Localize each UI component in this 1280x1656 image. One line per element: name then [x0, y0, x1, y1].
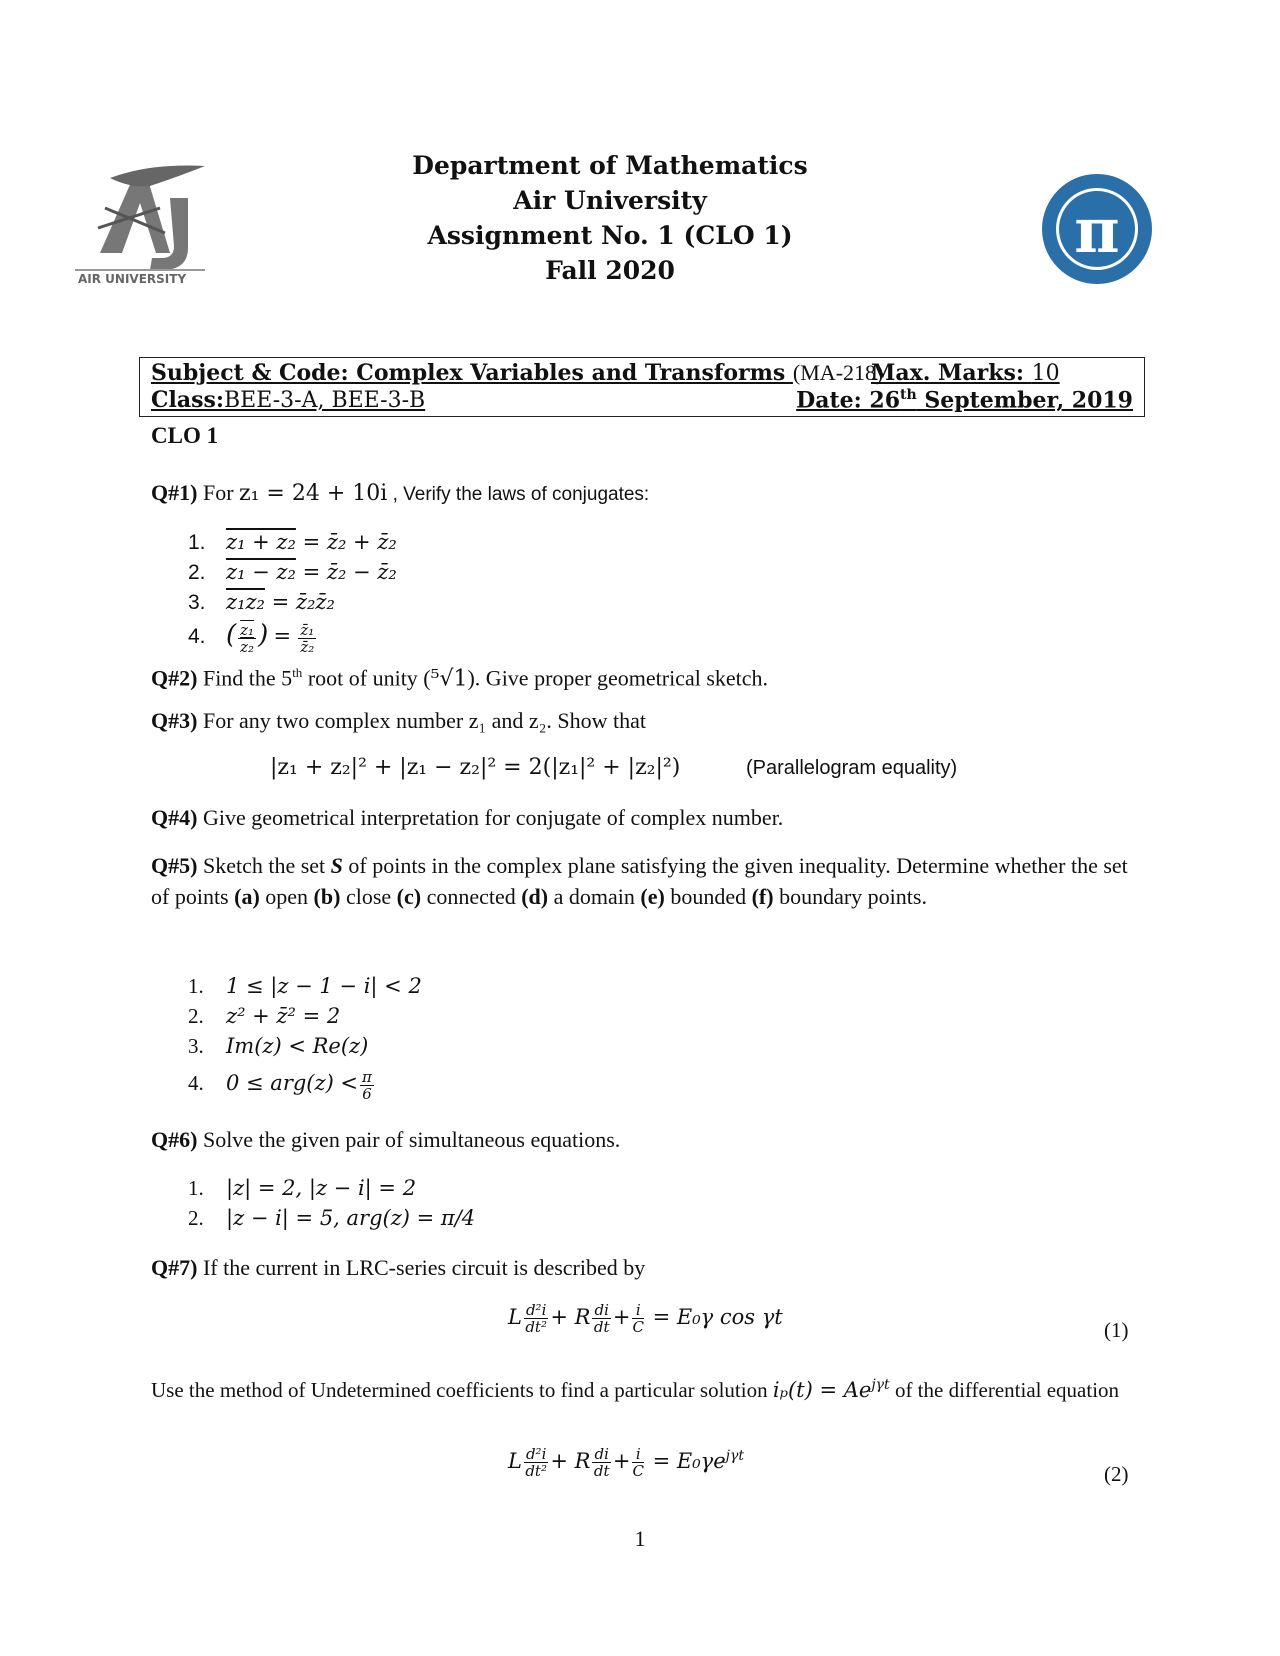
air-university-logo-text: AIR UNIVERSITY: [78, 272, 187, 286]
subject-label: Subject & Code: Complex Variables and Transforms: [151, 360, 793, 386]
university-name: Air University: [513, 186, 707, 215]
q7-paragraph: Use the method of Undetermined coefficients to find a particular solution $i_p(t) = Ae^{j\gamma t}$ of the differential equation: [151, 1377, 1120, 1402]
assignment-title: Assignment No. 1 (CLO 1): [427, 221, 793, 250]
date: Date: 26th September, 2019: [796, 387, 1133, 414]
max-marks-value: 10: [1031, 361, 1060, 386]
pi-symbol: π: [1074, 194, 1120, 267]
question-1: Q#1) For z₁ = 24 + 10i , Verify the laws of conjugates:: [151, 480, 650, 506]
q5-inequality-list: [188, 971, 422, 1105]
question-3: Q#3) For any two complex number z₁ and z₂. Show that: [151, 708, 646, 733]
max-marks-label: Max. Marks:: [871, 360, 1032, 386]
q1-law-list: [188, 527, 397, 656]
equation-number-1: (1): [1104, 1318, 1129, 1342]
question-7: Q#7) If the current in LRC-series circuit is described by: [151, 1255, 646, 1280]
course-info-box: [139, 357, 1145, 417]
list-item: 2. z₁ − z₂ = z̄₂ − z̄₂: [188, 560, 397, 584]
question-2: Q#2) Find the 5th root of unity (⁵√1). Give proper geometrical sketch.: [151, 665, 769, 692]
subject-row: [151, 360, 1133, 386]
document-header: [330, 148, 890, 288]
math-department-seal: [1040, 172, 1155, 287]
lrc-equation-1: L $\frac{\text{d²i}}{\text{dt²}}$ + R $\frac{di}{dt}$ + $\frac{i}{C}$ = E₀γ cos γt: [508, 1301, 783, 1336]
parallelogram-note: (Parallelogram equality): [746, 757, 958, 779]
subject-code: (MA-218): [792, 360, 884, 385]
list-item: 3. z₁z₂ = z̄₂z̄₂: [188, 590, 335, 614]
question-5: Q#5) Sketch the set S of points in the complex plane satisfying the given inequality. Determine whether the set of points (a) open (b) close (c) connected (d) a domain (e) bounded (f) boundary points.: [151, 853, 1128, 909]
question-4: Q#4) Give geometrical interpretation for conjugate of complex number.: [151, 805, 784, 830]
clo-label: CLO 1: [151, 423, 219, 448]
parallelogram-equation: |z₁ + z₂|² + |z₁ − z₂|² = 2(|z₁|² + |z₂|²): [270, 755, 681, 780]
air-university-logo: [70, 158, 210, 286]
class-value: BEE-3-A, BEE-3-B: [224, 388, 426, 413]
department-title: Department of Mathematics: [412, 151, 808, 180]
list-item: 1. 1 ≤ |z − 1 − i| < 2: [188, 974, 422, 998]
list-item: 3. Im(z) < Re(z): [188, 1034, 369, 1058]
q6-equation-list: [188, 1173, 475, 1233]
list-item: 2. z² + z̄² = 2: [188, 1004, 341, 1028]
question-6: Q#6) Solve the given pair of simultaneous equations.: [151, 1127, 621, 1152]
list-item: 1. z₁ + z₂ = z̄₂ + z̄₂: [188, 530, 397, 554]
list-item: 1. |z| = 2, |z − i| = 2: [188, 1176, 417, 1200]
list-item: 4. ( $\frac{\text{z₁}}{\text{z₂}}$ ) = $\frac{\text{z̄₁}}{\text{z̄₂}}$: [188, 620, 315, 656]
equation-number-2: (2): [1104, 1462, 1129, 1486]
list-item: 4. 0 ≤ arg(z) < $\frac{\pi}{6}$: [188, 1067, 372, 1103]
lrc-equation-2: L $\frac{\text{d²i}}{\text{dt²}}$ + R $\frac{di}{dt}$ + $\frac{i}{C}$ = $E_0\gamma e^{j\gamma t}$: [508, 1445, 744, 1480]
class-label: Class:: [151, 387, 225, 413]
semester: Fall 2020: [545, 256, 675, 285]
list-item: 2. |z − i| = 5, arg(z) = π/4: [188, 1206, 476, 1230]
class-row: [151, 387, 1133, 413]
page-number: 1: [634, 1526, 646, 1551]
